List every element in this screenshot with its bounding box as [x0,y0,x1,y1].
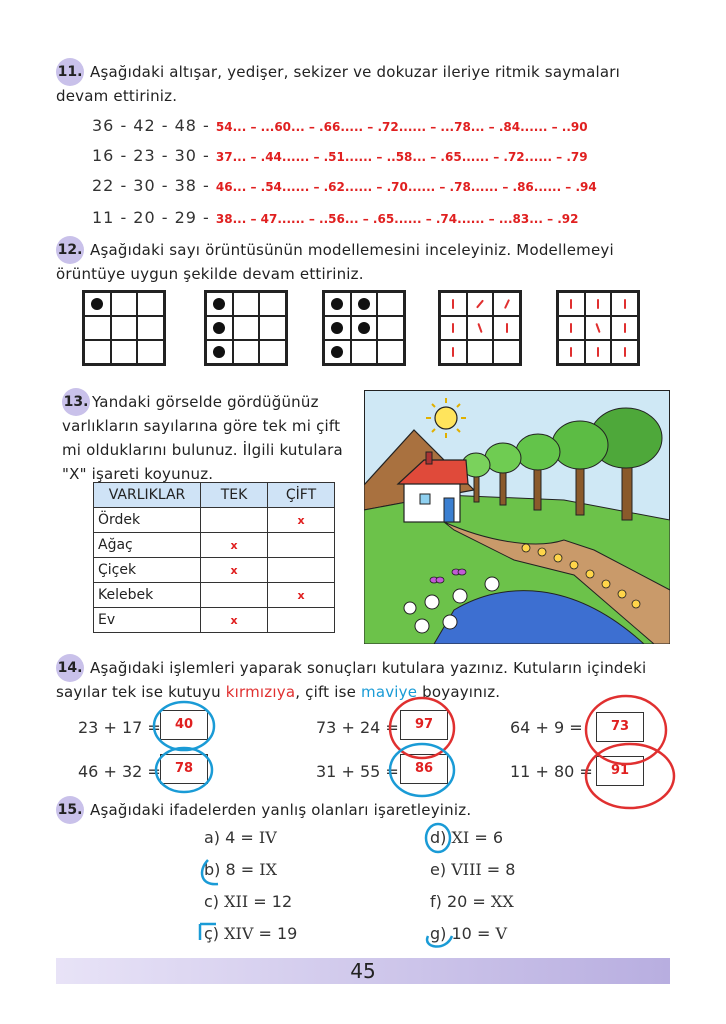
answer-box[interactable]: 73 [596,712,644,742]
blue-word: maviye [361,683,418,701]
landscape-illustration [364,390,670,644]
drawn-mark [570,347,572,357]
drawn-mark [570,323,572,333]
sequence-start: 11 - 20 - 29 - [92,208,210,227]
dot [358,322,370,334]
equals-sign: = [258,924,272,943]
item-label: b) [204,860,221,879]
page-number: 45 [350,959,376,983]
roman-item-d[interactable] [430,828,503,847]
equals-sign: = [253,892,267,911]
item-left: XI [451,828,470,847]
item-right: IX [259,860,277,879]
question-14-text [56,656,670,704]
drawn-mark [624,299,626,309]
operation-expression: 31 + 55 = [316,762,399,781]
dot [91,298,103,310]
page-footer [56,958,670,984]
equals-sign: = [240,860,255,879]
equals-sign: = [486,860,501,879]
cift-cell[interactable]: x [268,508,335,533]
pattern-grid-3 [322,290,406,366]
table-header: VARLIKLAR [94,483,201,508]
entity-name: Çiçek [94,558,201,583]
item-label: g) [430,924,447,943]
entity-name: Ağaç [94,533,201,558]
text-part: Aşağıdaki işlemleri yaparak sonuçları kutulara yazınız. Kutuların içindeki sayılar tek ise kutuyu [56,659,647,701]
item-left: VIII [451,860,482,879]
item-label: d) [430,828,447,847]
operation-expression: 73 + 24 = [316,718,399,737]
sequence-answers[interactable]: 46... – .54...... – .62...... – .70...... – .78...... – .86...... – .94 [215,180,597,194]
equals-sign: = [472,892,486,911]
drawn-mark [504,299,510,309]
cift-cell[interactable] [268,533,335,558]
cift-cell[interactable] [268,608,335,633]
drawn-mark [570,299,572,309]
question-number-15: 15. [56,796,84,824]
sequence-start: 22 - 30 - 38 - [92,176,210,195]
question-13-text: Yandaki görselde gördüğünüz varlıkların sayılarına göre tek mi çift mi olduklarını bulunuz. İlgili kutulara "X" işareti koyunuz. [62,393,343,483]
question-number-13: 13. [62,388,90,416]
table-header: TEK [201,483,268,508]
operation-expression: 46 + 32 = [78,762,161,781]
dot [331,346,343,358]
item-right: XX [490,892,514,911]
sequence-row-1 [92,116,588,135]
table-header: ÇİFT [268,483,335,508]
answer-box[interactable]: 91 [596,756,644,786]
pattern-grid-1 [82,290,166,366]
cift-cell[interactable] [268,558,335,583]
answer-box[interactable]: 97 [400,710,448,740]
tek-cell[interactable]: x [201,558,268,583]
drawn-mark [452,299,454,309]
sequence-row-2 [92,146,588,165]
pattern-grid-2 [204,290,288,366]
question-number-14: 14. [56,654,84,682]
roman-item-c[interactable] [204,892,292,911]
table-row [94,558,335,583]
dot [213,346,225,358]
answer-box[interactable]: 86 [400,754,448,784]
coloring-marks [0,690,726,810]
item-right: 19 [277,924,298,943]
tek-cell[interactable] [201,583,268,608]
operation-expression: 11 + 80 = [510,762,593,781]
drawn-mark [477,323,482,333]
entity-name: Ördek [94,508,201,533]
item-right: IV [258,828,277,847]
entities-table [93,482,335,633]
item-left: XII [224,892,249,911]
drawn-mark [452,323,454,333]
pattern-grid-5[interactable] [556,290,640,366]
cift-cell[interactable]: x [268,583,335,608]
item-right: V [495,924,508,943]
tek-cell[interactable] [201,508,268,533]
item-label: c) [204,892,220,911]
entity-name: Kelebek [94,583,201,608]
sequence-answers[interactable]: 54... – ...60... – .66..... – .72...... – ...78... – .84...... – ..90 [215,120,588,134]
operation-expression: 23 + 17 = [78,718,161,737]
question-15-text: Aşağıdaki ifadelerden yanlış olanları işaretleyiniz. [90,801,472,819]
drawn-mark [476,300,484,309]
roman-item-cc[interactable] [204,924,297,943]
drawn-mark [506,323,508,333]
sequence-start: 16 - 23 - 30 - [92,146,210,165]
roman-item-a[interactable] [204,828,277,847]
drawn-mark [597,347,599,357]
tek-cell[interactable]: x [201,608,268,633]
dot [213,298,225,310]
item-right: 6 [492,828,503,847]
item-left: 20 [446,892,468,911]
sequence-row-4 [92,208,579,227]
item-label: f) [430,892,442,911]
sequence-start: 36 - 42 - 48 - [92,116,210,135]
dot [358,298,370,310]
item-right: 8 [505,860,516,879]
drawn-mark [624,323,626,333]
entity-name: Ev [94,608,201,633]
red-word: kırmızıya [225,683,296,701]
drawn-mark [452,347,454,357]
equals-sign: = [476,924,491,943]
table-row [94,508,335,533]
table-row [94,608,335,633]
text-part: boyayınız. [417,683,501,701]
equals-sign: = [240,828,254,847]
tek-cell[interactable]: x [201,533,268,558]
item-right: 12 [271,892,293,911]
question-number-12: 12. [56,236,84,264]
dot [213,322,225,334]
drawn-mark [597,299,599,309]
item-label: ç) [204,924,220,943]
drawn-mark [624,347,626,357]
roman-item-f[interactable] [430,892,514,911]
drawn-mark [595,323,600,333]
item-left: XIV [224,924,254,943]
text-part: , çift ise [295,683,362,701]
item-label: a) [204,828,221,847]
equals-sign: = [474,828,488,847]
item-label: e) [430,860,447,879]
item-left: 10 [451,924,472,943]
item-left: 4 [225,828,236,847]
answer-box[interactable]: 40 [160,710,208,740]
table-row [94,533,335,558]
table-row [94,583,335,608]
sequence-answers[interactable]: 37... – .44...... – .51...... – ..58... – .65...... – .72...... – .79 [215,150,588,164]
operation-expression: 64 + 9 = [510,718,583,737]
question-12-text: Aşağıdaki sayı örüntüsünün modellemesini inceleyiniz. Modellemeyi örüntüye uygun şekilde devam ettiriniz. [56,241,614,283]
item-left: 8 [225,860,236,879]
roman-item-g[interactable] [430,924,507,943]
answer-box[interactable]: 78 [160,754,208,784]
question-11-text: Aşağıdaki altışar, yedişer, sekizer ve dokuzar ileriye ritmik saymaları devam ettiriniz. [56,63,620,105]
roman-item-b[interactable] [204,860,277,879]
sequence-row-3 [92,176,597,195]
question-number-11: 11. [56,58,84,86]
dot [331,298,343,310]
dot [331,322,343,334]
pattern-grid-4[interactable] [438,290,522,366]
sequence-answers[interactable]: 38... – 47...... – ..56... – .65...... – .74...... – ...83... – .92 [215,212,579,226]
roman-item-e[interactable] [430,860,515,879]
